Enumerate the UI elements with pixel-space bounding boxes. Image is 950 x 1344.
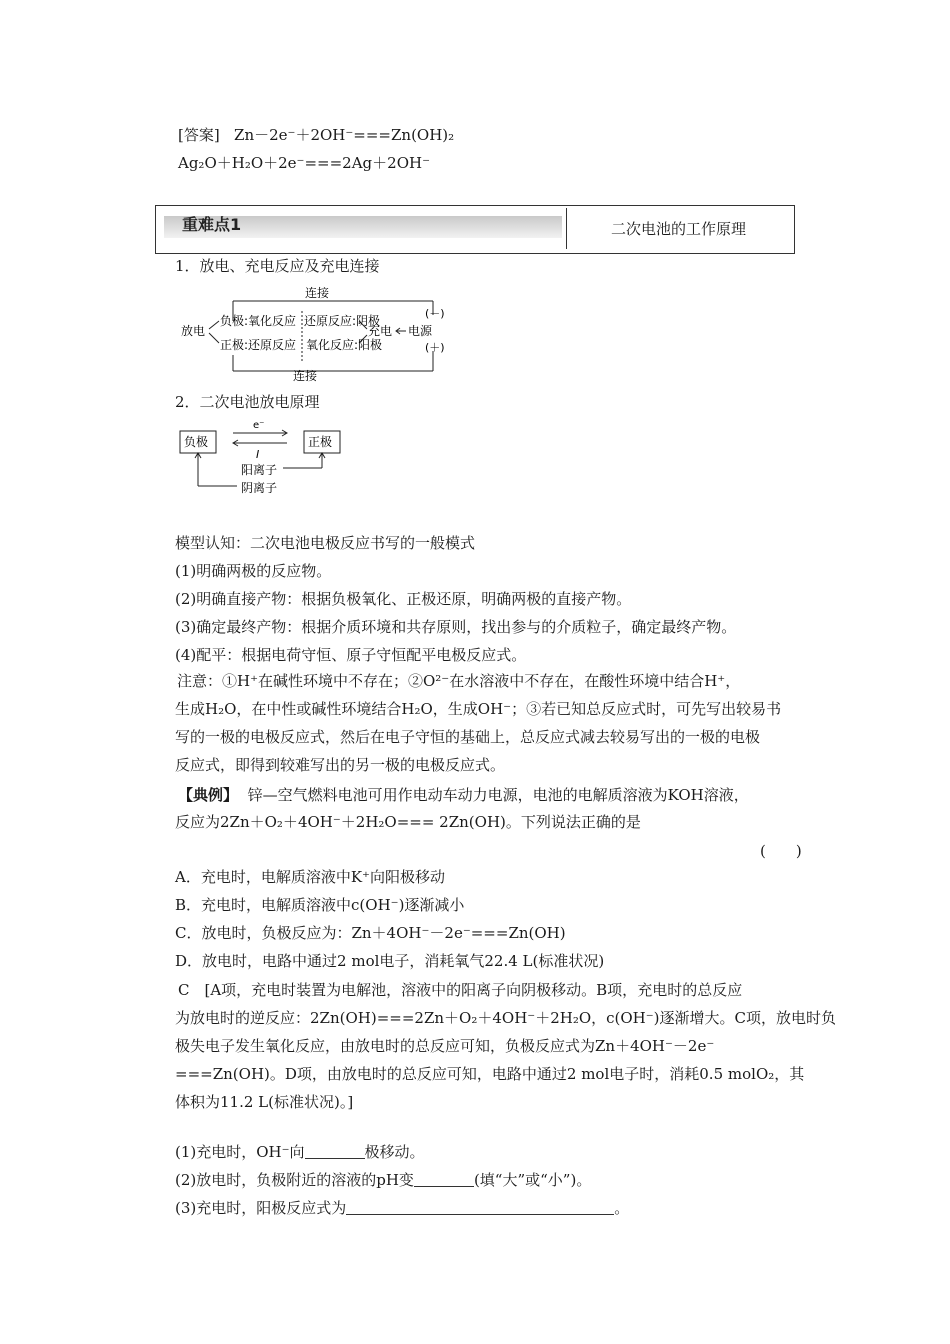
discharge-principle-diagram — [175, 416, 355, 500]
answer-line-1 — [178, 124, 454, 145]
question-3-tail: 。 — [614, 1199, 630, 1217]
question-2-tail: (填“大”或“小”)。 — [473, 1171, 592, 1189]
answer-equation-1: Zn－2e⁻＋2OH⁻===Zn(OH)₂ — [234, 126, 455, 144]
note-line-4: 反应式，即得到较难写出的另一极的电极反应式。 — [175, 756, 506, 774]
question-1 — [175, 1142, 425, 1162]
solution-line-5: 体积为11.2 L(标准状况)。] — [175, 1093, 354, 1111]
note-line-1: 注意：①H⁺在碱性环境中不存在；②O²⁻在水溶液中不存在，在酸性环境中结合H⁺， — [177, 672, 741, 690]
question-3-text: (3)充电时，阳极反应式为 — [175, 1199, 347, 1217]
discharge-label: 放电 — [181, 324, 206, 338]
question-2-blank[interactable] — [414, 1172, 474, 1187]
answer-label: [答案] — [178, 126, 220, 144]
model-step-1: (1)明确两极的反应物。 — [175, 562, 332, 580]
connect-bottom-label: 连接 — [293, 369, 318, 383]
positive-electrode-label: 正极 — [308, 435, 333, 449]
reduction-cathode-label: 还原反应:阴极 — [304, 314, 381, 328]
solution-line-1: C [A项，充电时装置为电解池，溶液中的阳离子向阴极移动。B项，充电时的总反应 — [178, 981, 743, 999]
cation-label: 阳离子 — [241, 463, 278, 477]
answer-paren: ( ) — [760, 842, 802, 860]
note-line-3: 写的一极的电极反应式，然后在电子守恒的基础上，总反应式减去较易写出的一极的电极 — [175, 728, 761, 746]
answer-equation-2: Ag₂O＋H₂O＋2e⁻===2Ag＋2OH⁻ — [178, 154, 430, 172]
option-b: B．充电时，电解质溶液中c(OH⁻)逐渐减小 — [175, 896, 465, 914]
charge-discharge-diagram — [175, 283, 465, 383]
electron-label: e⁻ — [253, 420, 265, 431]
model-step-4: (4)配平：根据电荷守恒、原子守恒配平电极反应式。 — [175, 646, 527, 664]
section-title: 二次电池的工作原理 — [611, 220, 747, 238]
charge-label: 充电 — [368, 324, 393, 338]
example-line-1 — [178, 785, 749, 805]
section-header — [155, 205, 795, 254]
model-title: 模型认知：二次电池电极反应书写的一般模式 — [175, 534, 476, 552]
anion-label: 阴离子 — [241, 481, 278, 495]
example-tag: 【典例】 — [178, 786, 239, 804]
note-line-2: 生成H₂O，在中性或碱性环境结合H₂O，生成OH⁻；③若已知总反应式时，可先写出较易书 — [175, 700, 782, 718]
question-1-blank[interactable] — [305, 1144, 365, 1159]
solution-line-4: ===Zn(OH)。D项，由放电时的总反应可知，电路中通过2 mol电子时，消耗0.5 molO₂，其 — [175, 1065, 805, 1083]
positive-reduction-label: 正极:还原反应 — [220, 338, 297, 352]
question-1-text: (1)充电时，OH⁻向 — [175, 1143, 305, 1161]
example-stem-1: 锌—空气燃料电池可用作电动车动力电源，电池的电解质溶液为KOH溶液， — [247, 786, 749, 804]
point-1-heading: 1．放电、充电反应及充电连接 — [175, 257, 380, 275]
note-paragraph — [175, 667, 810, 779]
solution-line-2: 为放电时的逆反应：2Zn(OH)===2Zn＋O₂＋4OH⁻＋2H₂O，c(OH⁻)逐渐增大。C项，放电时负 — [175, 1009, 837, 1027]
negative-oxidation-label: 负极:氧化反应 — [220, 314, 297, 328]
question-3-blank[interactable] — [346, 1200, 614, 1215]
section-label-box — [158, 208, 567, 249]
oxidation-anode-label: 氧化反应:阳极 — [306, 338, 383, 352]
question-3 — [175, 1198, 629, 1218]
minus-terminal-label: (－) — [425, 307, 445, 320]
model-step-2: (2)明确直接产物：根据负极氧化、正极还原，明确两极的直接产物。 — [175, 590, 632, 608]
point-2-heading: 2．二次电池放电原理 — [175, 393, 320, 411]
example-stem-2: 反应为2Zn＋O₂＋4OH⁻＋2H₂O=== 2Zn(OH)。下列说法正确的是 — [175, 813, 641, 831]
option-d: D．放电时，电路中通过2 mol电子，消耗氧气22.4 L(标准状况) — [175, 952, 605, 970]
question-2 — [175, 1170, 591, 1190]
power-source-label: 电源 — [408, 324, 433, 338]
question-1-tail: 极移动。 — [364, 1143, 425, 1161]
question-2-text: (2)放电时，负极附近的溶液的pH变 — [175, 1171, 414, 1189]
current-label: I — [256, 448, 260, 461]
plus-terminal-label: (＋) — [425, 341, 445, 354]
negative-electrode-label: 负极 — [184, 435, 209, 449]
model-step-3: (3)确定最终产物：根据介质环境和共存原则，找出参与的介质粒子，确定最终产物。 — [175, 618, 737, 636]
connect-top-label: 连接 — [305, 286, 330, 300]
section-label: 重难点1 — [182, 215, 242, 234]
option-a: A．充电时，电解质溶液中K⁺向阳极移动 — [175, 868, 445, 886]
solution-line-3: 极失电子发生氧化反应，由放电时的总反应可知，负极反应式为Zn＋4OH⁻－2e⁻ — [175, 1037, 715, 1055]
option-c: C．放电时，负极反应为：Zn＋4OH⁻－2e⁻===Zn(OH) — [175, 924, 566, 942]
